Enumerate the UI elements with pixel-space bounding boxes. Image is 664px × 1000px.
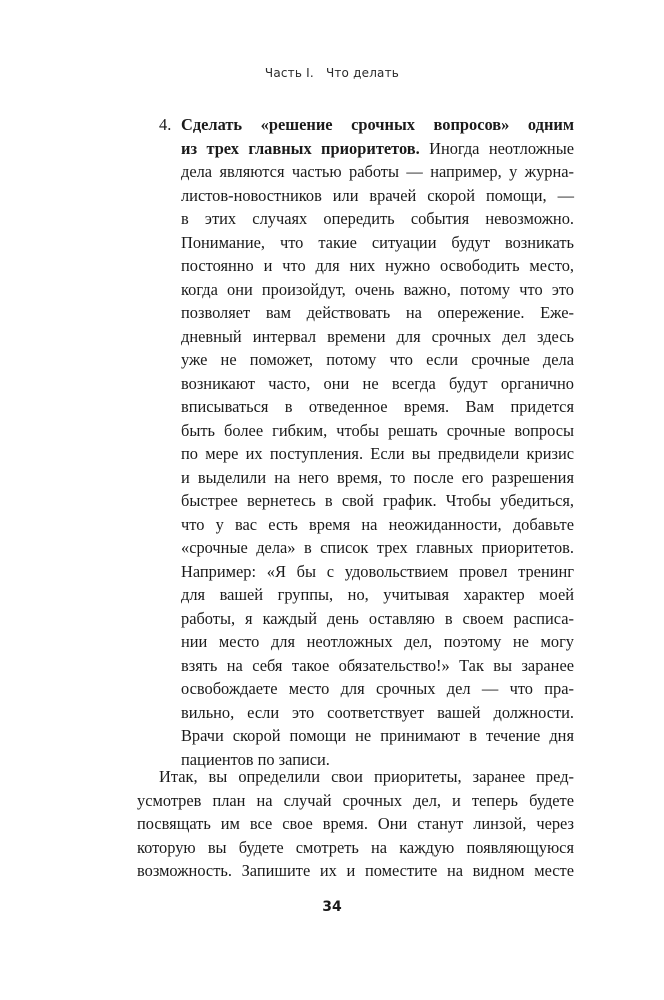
list-item-line xyxy=(181,372,574,396)
list-item-line xyxy=(181,160,574,184)
running-head xyxy=(0,66,664,80)
list-item-line-text: Врачи скорой помощи не принимают в течение дня xyxy=(181,726,574,745)
list-item-line-text: в этих случаях опередить события невозможно. xyxy=(181,209,574,228)
list-item-line-text: и выделили на него время, то после его разрешения xyxy=(181,467,574,487)
paragraph-line: возможность. Запишите их и поместите на видном месте xyxy=(137,861,574,880)
list-item-line-text: постоянно и что для них нужно освободить место, xyxy=(181,256,574,275)
list-item-line xyxy=(181,466,574,490)
list-item-line xyxy=(181,677,574,701)
page-number: 34 xyxy=(322,899,342,915)
list-item-number: 4. xyxy=(159,115,172,134)
list-item-line-text: дела являются частью работы — например, у журна- xyxy=(181,162,574,181)
list-item-line-text: работы, я каждый день оставляю в своем расписа- xyxy=(181,608,574,628)
list-item-line-text: Например: «Я бы с удовольствием провел тренинг xyxy=(181,561,574,581)
paragraph-line: которую вы будете смотреть на каждую появляющуюся xyxy=(137,837,574,857)
list-item-line xyxy=(181,113,574,137)
list-item-body xyxy=(181,113,574,771)
list-item-line xyxy=(181,654,574,678)
list-item-line-text: уже не поможет, потому что если срочные дела xyxy=(181,350,574,369)
list-item-line-text: вильно, если это соответствует вашей должности. xyxy=(181,702,574,722)
list-item-line xyxy=(181,489,574,513)
list-item-line xyxy=(181,630,574,654)
list-item-line-text: что у вас есть время на неожиданности, добавьте xyxy=(181,514,574,534)
list-item-line-text: пациентов по записи. xyxy=(181,749,330,769)
list-item-line xyxy=(181,254,574,278)
list-item-line-text: быстрее вернетесь в свой график. Чтобы убедиться, xyxy=(181,491,574,510)
list-item-line-text: освобождаете место для срочных дел — что пра- xyxy=(181,679,574,698)
list-item-line xyxy=(181,348,574,372)
list-item-line-text: позволяет вам действовать на опережение. Еже- xyxy=(181,303,574,322)
paragraph-line: Итак, вы определили свои приоритеты, заранее пред- xyxy=(159,767,574,786)
list-item-line-bold: Сделать «решение срочных вопросов» одним xyxy=(181,115,574,134)
running-head-part: Часть I. xyxy=(264,66,314,80)
list-item-line-text: когда они произойдут, очень важно, потому что это xyxy=(181,279,574,299)
list-item-line xyxy=(181,395,574,419)
list-item-line xyxy=(181,301,574,325)
list-item-line-text: быть более гибким, чтобы решать срочные вопросы xyxy=(181,420,574,440)
list-item-line xyxy=(181,701,574,725)
list-item-line-text: возникают часто, они не всегда будут органично xyxy=(181,373,574,393)
list-item-line xyxy=(181,207,574,231)
list-item-line-text: листов-новостников или врачей скорой помощи, — xyxy=(181,185,574,205)
running-head-chapter: Что делать xyxy=(325,66,400,80)
list-item-line xyxy=(181,231,574,255)
list-item-line-bold: из трех главных приоритетов. xyxy=(181,138,420,158)
list-item-line xyxy=(181,419,574,443)
list-item-line xyxy=(181,536,574,560)
list-item-line-text: по мере их поступления. Если вы предвидели кризис xyxy=(181,444,574,463)
paragraph-line: посвящать им все свое время. Они станут линзой, через xyxy=(137,814,574,833)
list-item-line-text: для вашей группы, но, учитывая характер моей xyxy=(181,585,574,604)
list-item-line xyxy=(181,724,574,748)
paragraph-line: усмотрев план на случай срочных дел, и теперь будете xyxy=(137,790,574,810)
list-item-line-text: вписываться в отведенное время. Вам придется xyxy=(181,397,574,416)
list-item-line-text: Понимание, что такие ситуации будут возникать xyxy=(181,232,574,252)
list-item-line-text: взять на себя такое обязательство!» Так вы заранее xyxy=(181,655,574,675)
list-item-line xyxy=(181,560,574,584)
list-item-line-text: дневный интервал времени для срочных дел здесь xyxy=(181,326,574,346)
list-item-line-text: «срочные дела» в список трех главных приоритетов. xyxy=(181,538,574,557)
list-item-line xyxy=(181,278,574,302)
body-paragraph xyxy=(137,765,574,883)
list-item-line xyxy=(181,137,574,161)
list-item-line-text: Иногда неотложные xyxy=(419,138,574,158)
list-item-line xyxy=(181,442,574,466)
list-item-line-text: нии место для неотложных дел, поэтому не могу xyxy=(181,632,574,651)
list-item-line xyxy=(181,583,574,607)
list-item-line xyxy=(181,513,574,537)
list-item-line xyxy=(181,184,574,208)
list-item-line xyxy=(181,325,574,349)
list-item-line xyxy=(181,607,574,631)
